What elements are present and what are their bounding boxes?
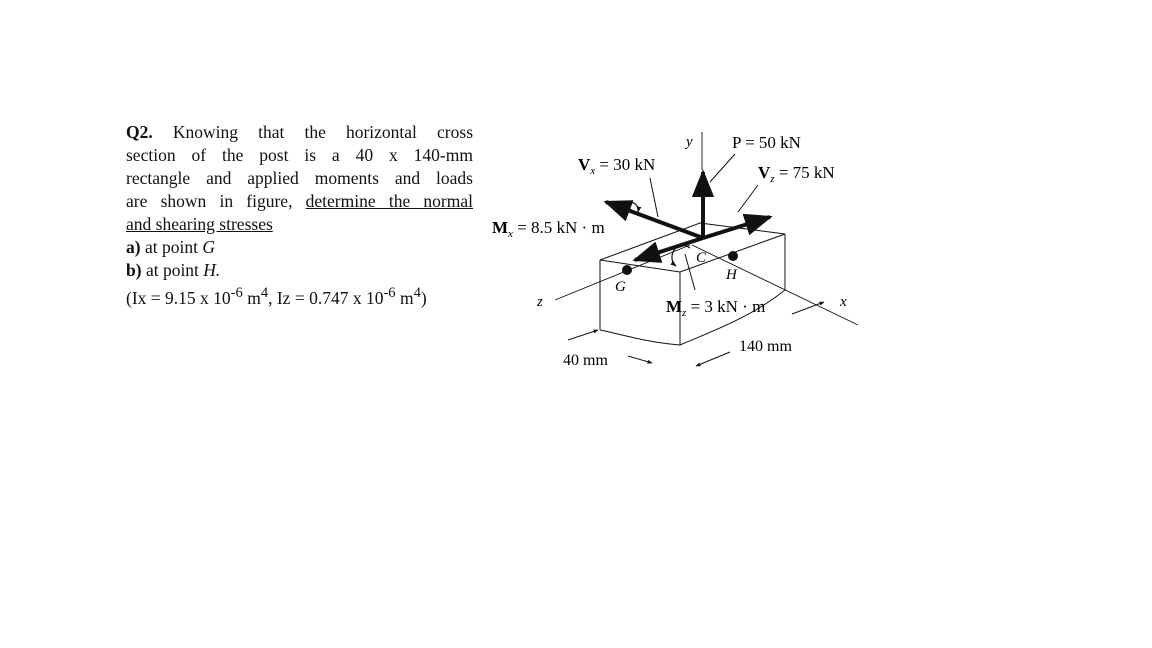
ix-exp: -6 (230, 285, 243, 301)
Vz-sub: z (770, 173, 775, 185)
question-line-3: rectangle and applied moments and loads (126, 168, 473, 188)
load-Vz-label (758, 163, 835, 185)
axis-z-label: z (537, 294, 543, 310)
Vx-sub: x (590, 165, 596, 177)
load-P-label: P = 50 kN (732, 133, 801, 152)
post-figure (480, 120, 880, 380)
load-Vx-label (578, 155, 655, 177)
axis-x-label: x (840, 294, 847, 310)
part-b-text: at point (145, 260, 204, 280)
question-line-5 (126, 213, 473, 236)
question-line-2: section of the post is a 40 x 140-mm (126, 145, 473, 165)
leader-Vx (650, 178, 658, 217)
question-line-1 (126, 121, 473, 144)
Vx-value: = 30 kN (595, 155, 656, 174)
question-line4-underlined: determine the normal (305, 191, 473, 211)
post-top-face (600, 223, 785, 272)
Vx-main: V (578, 155, 591, 174)
moment-Mx-label (492, 218, 605, 240)
moments-of-inertia (126, 282, 473, 310)
Mx-sub: x (508, 228, 513, 240)
iz-label: , Iz = 0.747 x 10 (268, 287, 384, 308)
ix-unit: m (242, 287, 261, 308)
question-line1-text: Knowing that the horizontal cross (172, 122, 473, 142)
dim-140-arrow-upper (792, 302, 824, 314)
question-line-4 (126, 190, 473, 213)
part-a-label: a) (126, 237, 141, 257)
Mz-sub: z (682, 307, 687, 319)
point-G-label: G (615, 279, 626, 295)
post-break-left (600, 330, 680, 345)
leader-P (710, 154, 735, 182)
dim-40-label: 40 mm (563, 352, 608, 369)
question-line4-plain: are shown in figure, (126, 191, 306, 211)
Mx-value: = 8.5 kN · m (512, 218, 605, 237)
leader-Vz (738, 185, 758, 212)
iz-unit: m (395, 287, 414, 308)
Mz-value: = 3 kN · m (686, 297, 766, 316)
axis-y-label: y (686, 134, 693, 150)
dim-40-arrow-right (628, 356, 652, 363)
question-line5-underlined: and shearing stresses (126, 214, 273, 234)
moment-Mz-label (666, 297, 765, 319)
question-text (126, 121, 473, 310)
dim-140-label: 140 mm (739, 338, 792, 355)
Vz-main: V (758, 163, 771, 182)
part-a (126, 236, 473, 259)
question-number: Q2. (126, 122, 153, 142)
part-b-point: H. (203, 260, 221, 280)
point-C-label: C (696, 250, 707, 266)
point-H-label: H (726, 267, 737, 283)
part-b (126, 259, 473, 282)
dim-40-arrow-left (568, 330, 598, 340)
iz-unit-exp: 4 (413, 285, 421, 301)
Mz-main: M (666, 297, 683, 316)
ix-unit-exp: 4 (260, 285, 269, 301)
dim-140-arrow-lower (696, 352, 730, 366)
point-H-dot (728, 251, 738, 261)
part-a-text: at point (144, 237, 203, 257)
Mx-main: M (492, 218, 509, 237)
part-a-point: G (202, 237, 215, 257)
part-b-label: b) (126, 260, 142, 280)
ix-label: (Ix = 9.15 x 10 (126, 287, 231, 308)
iz-exp: -6 (383, 285, 396, 301)
point-G-dot (622, 265, 632, 275)
Vz-value: = 75 kN (774, 163, 835, 182)
moi-close: ) (420, 287, 427, 308)
